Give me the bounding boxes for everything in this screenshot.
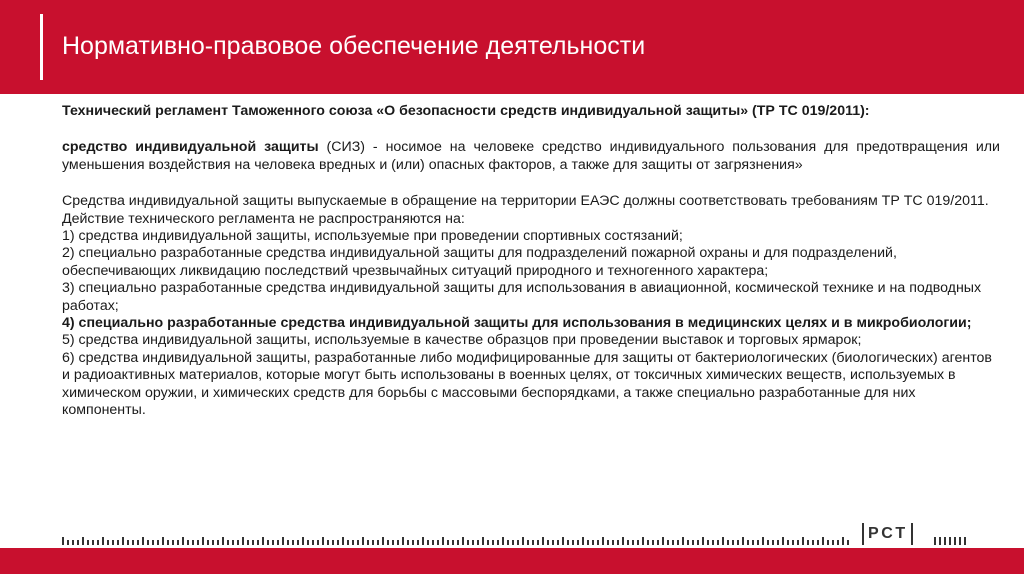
ruler-tick: [407, 540, 409, 545]
ruler-tick: [177, 540, 179, 545]
requirement-text: Средства индивидуальной защиты выпускаемые в обращение на территории ЕАЭС должны соответствовать требованиям ТР ТС 019/2011.: [62, 193, 989, 210]
exclusion-item-4: 4) специально разработанные средства индивидуальной защиты для использования в медицинских целях и в микробиологии;: [62, 315, 972, 332]
ruler-tick: [307, 540, 309, 545]
ruler-tick: [522, 537, 524, 545]
ruler-tick: [452, 540, 454, 545]
ruler-tick: [327, 540, 329, 545]
ruler-tick: [427, 540, 429, 545]
ruler-tick: [417, 540, 419, 545]
ruler-tick: [362, 537, 364, 545]
ruler-tick: [192, 540, 194, 545]
ruler-tick: [832, 540, 834, 545]
scope-intro: Действие технического регламента не распространяются на:: [62, 210, 465, 227]
ruler-tick: [934, 537, 936, 545]
ruler-tick: [512, 540, 514, 545]
ruler-tick: [652, 540, 654, 545]
ruler-tick: [597, 540, 599, 545]
ruler-tick: [702, 537, 704, 545]
ruler-tick: [97, 540, 99, 545]
ruler-tick: [822, 537, 824, 545]
ruler-tick: [792, 540, 794, 545]
ruler-tick: [727, 540, 729, 545]
ruler-tick: [507, 540, 509, 545]
ruler-tick: [567, 540, 569, 545]
ruler-tick: [797, 540, 799, 545]
ruler-tick: [457, 540, 459, 545]
ruler-tick: [782, 537, 784, 545]
ruler-tick: [517, 540, 519, 545]
ruler-tick: [357, 540, 359, 545]
ruler-tick: [612, 540, 614, 545]
ruler-tick: [662, 537, 664, 545]
ruler-tick: [257, 540, 259, 545]
ruler-tick: [677, 540, 679, 545]
ruler-tick: [847, 540, 849, 545]
ruler-tick: [202, 537, 204, 545]
ruler-tick: [347, 540, 349, 545]
ruler-tick: [302, 537, 304, 545]
ruler-tick: [422, 537, 424, 545]
ruler-tick: [102, 537, 104, 545]
ruler-tick: [602, 537, 604, 545]
ruler-tick: [252, 540, 254, 545]
rst-logo: [862, 522, 913, 546]
ruler-tick: [67, 540, 69, 545]
ruler-tick: [737, 540, 739, 545]
ruler-tick: [939, 537, 941, 545]
ruler-tick: [147, 540, 149, 545]
ruler-tick: [712, 540, 714, 545]
ruler-tick: [437, 540, 439, 545]
ruler-tick: [447, 540, 449, 545]
ruler-tick: [372, 540, 374, 545]
ruler-tick: [802, 537, 804, 545]
ruler-tick: [197, 540, 199, 545]
ruler-tick: [247, 540, 249, 545]
ruler-tick: [117, 540, 119, 545]
ruler-tick: [497, 540, 499, 545]
ruler-tick: [397, 540, 399, 545]
ruler-tick: [472, 540, 474, 545]
exclusion-item-3: 3) специально разработанные средства индивидуальной защиты для использования в авиационной, космической технике и на подводных работах;: [62, 280, 982, 314]
ruler-tick: [622, 537, 624, 545]
ruler-tick: [502, 537, 504, 545]
ruler-tick: [107, 540, 109, 545]
scope-section: [62, 193, 1000, 419]
ruler-tick: [812, 540, 814, 545]
ruler-tick: [82, 537, 84, 545]
ruler-tick: [287, 540, 289, 545]
ruler-tick: [692, 540, 694, 545]
ruler-tick: [647, 540, 649, 545]
ruler-tick: [964, 537, 966, 545]
ruler-tick: [707, 540, 709, 545]
ruler-tick: [642, 537, 644, 545]
header-accent-bar: [40, 14, 43, 80]
ruler-tick: [697, 540, 699, 545]
ruler-tick: [122, 537, 124, 545]
ruler-tick: [482, 537, 484, 545]
ruler-tick: [87, 540, 89, 545]
ruler-tick: [342, 537, 344, 545]
ruler-tick: [62, 537, 64, 545]
definition-term: средство индивидуальной защиты: [62, 139, 319, 156]
definition-paragraph: [62, 139, 1000, 174]
ruler-tick: [142, 537, 144, 545]
ruler-tick: [262, 537, 264, 545]
ruler-tick: [562, 537, 564, 545]
ruler-tick: [467, 540, 469, 545]
ruler-tick: [387, 540, 389, 545]
ruler-tick: [837, 540, 839, 545]
ruler-tick: [227, 540, 229, 545]
slide-content: [62, 103, 1000, 420]
ruler-tick: [757, 540, 759, 545]
ruler-tick: [382, 537, 384, 545]
ruler-tick: [959, 537, 961, 545]
ruler-tick: [322, 537, 324, 545]
ruler-tick: [742, 537, 744, 545]
ruler-tick: [527, 540, 529, 545]
ruler-tick: [572, 540, 574, 545]
ruler-tick: [537, 540, 539, 545]
ruler-tick: [337, 540, 339, 545]
ruler-tick: [827, 540, 829, 545]
regulation-title: Технический регламент Таможенного союза «О безопасности средств индивидуальной защиты» (ТР ТС 019/2011):: [62, 103, 870, 119]
footer-band: [0, 548, 1024, 574]
ruler-tick: [732, 540, 734, 545]
ruler-tick: [627, 540, 629, 545]
ruler-tick: [112, 540, 114, 545]
ruler-tick: [92, 540, 94, 545]
ruler-tick: [552, 540, 554, 545]
ruler-tick: [72, 540, 74, 545]
ruler-tick: [582, 537, 584, 545]
ruler-tick: [242, 537, 244, 545]
ruler-tick: [182, 537, 184, 545]
logo-text: РСТ: [868, 525, 909, 542]
ruler-tick: [944, 537, 946, 545]
ruler-tick: [222, 537, 224, 545]
ruler-tick: [432, 540, 434, 545]
exclusion-item-2: 2) специально разработанные средства индивидуальной защиты для подразделений пожарной охраны и для подразделений, обеспечивающих ликвидацию последствий чрезвычайных ситуаций природного и техногенного характера;: [62, 245, 897, 279]
ruler-tick: [687, 540, 689, 545]
ruler-tick: [442, 537, 444, 545]
ruler-tick: [487, 540, 489, 545]
exclusion-item-1: 1) средства индивидуальной защиты, используемые при проведении спортивных состязаний;: [62, 228, 683, 245]
ruler-tick: [402, 537, 404, 545]
ruler-tick: [207, 540, 209, 545]
ruler-tick: [682, 537, 684, 545]
ruler-tick: [842, 537, 844, 545]
ruler-tick: [532, 540, 534, 545]
definition-text: (СИЗ) - носимое на человеке средство индивидуального пользования для предотвращения или уменьшения воздействия на человека вредных и (или) опасных факторов, а также для защиты от загрязнения»: [62, 139, 1000, 173]
exclusion-item-6: 6) средства индивидуальной защиты, разработанные либо модифицированные для защиты от бактериологических (биологических) агентов и радиоактивных материалов, которые могут быть использованы в военных целях, от токсичных химических веществ, используемых в химическом оружии, и химических средств для борьбы с массовыми беспорядками, а также специально разработанные для них компоненты.: [62, 349, 992, 419]
ruler-tick: [657, 540, 659, 545]
ruler-tick: [637, 540, 639, 545]
ruler-tick: [587, 540, 589, 545]
ruler-tick: [557, 540, 559, 545]
ruler-tick: [167, 540, 169, 545]
ruler-tick: [542, 537, 544, 545]
ruler-tick: [332, 540, 334, 545]
ruler-tick: [777, 540, 779, 545]
ruler-tick: [217, 540, 219, 545]
ruler-tick: [187, 540, 189, 545]
decorative-ruler: [62, 537, 852, 545]
ruler-tick: [949, 537, 951, 545]
ruler-tick: [172, 540, 174, 545]
slide-header: [0, 0, 1024, 94]
exclusion-item-5: 5) средства индивидуальной защиты, используемые в качестве образцов при проведении выставок и торговых ярмарок;: [62, 332, 862, 349]
decorative-ruler-right: [934, 537, 970, 545]
ruler-tick: [807, 540, 809, 545]
ruler-tick: [272, 540, 274, 545]
ruler-tick: [132, 540, 134, 545]
ruler-tick: [282, 537, 284, 545]
ruler-tick: [772, 540, 774, 545]
ruler-tick: [367, 540, 369, 545]
ruler-tick: [292, 540, 294, 545]
ruler-tick: [607, 540, 609, 545]
ruler-tick: [232, 540, 234, 545]
ruler-tick: [667, 540, 669, 545]
ruler-tick: [492, 540, 494, 545]
ruler-tick: [617, 540, 619, 545]
slide-title: Нормативно-правовое обеспечение деятельности: [62, 32, 646, 60]
ruler-tick: [127, 540, 129, 545]
ruler-tick: [352, 540, 354, 545]
ruler-tick: [717, 540, 719, 545]
ruler-tick: [317, 540, 319, 545]
ruler-tick: [592, 540, 594, 545]
logo-bar-right: [911, 523, 913, 545]
ruler-tick: [212, 540, 214, 545]
ruler-tick: [377, 540, 379, 545]
ruler-tick: [767, 540, 769, 545]
ruler-tick: [152, 540, 154, 545]
ruler-tick: [462, 537, 464, 545]
ruler-tick: [722, 537, 724, 545]
ruler-tick: [577, 540, 579, 545]
ruler-tick: [297, 540, 299, 545]
ruler-tick: [787, 540, 789, 545]
ruler-tick: [762, 537, 764, 545]
ruler-tick: [477, 540, 479, 545]
ruler-tick: [747, 540, 749, 545]
ruler-tick: [412, 540, 414, 545]
ruler-tick: [954, 537, 956, 545]
ruler-tick: [632, 540, 634, 545]
ruler-tick: [312, 540, 314, 545]
ruler-tick: [157, 540, 159, 545]
ruler-tick: [77, 540, 79, 545]
ruler-tick: [392, 540, 394, 545]
ruler-tick: [672, 540, 674, 545]
ruler-tick: [547, 540, 549, 545]
ruler-tick: [162, 537, 164, 545]
ruler-tick: [277, 540, 279, 545]
ruler-tick: [267, 540, 269, 545]
ruler-tick: [752, 540, 754, 545]
ruler-tick: [137, 540, 139, 545]
ruler-tick: [817, 540, 819, 545]
ruler-tick: [237, 540, 239, 545]
